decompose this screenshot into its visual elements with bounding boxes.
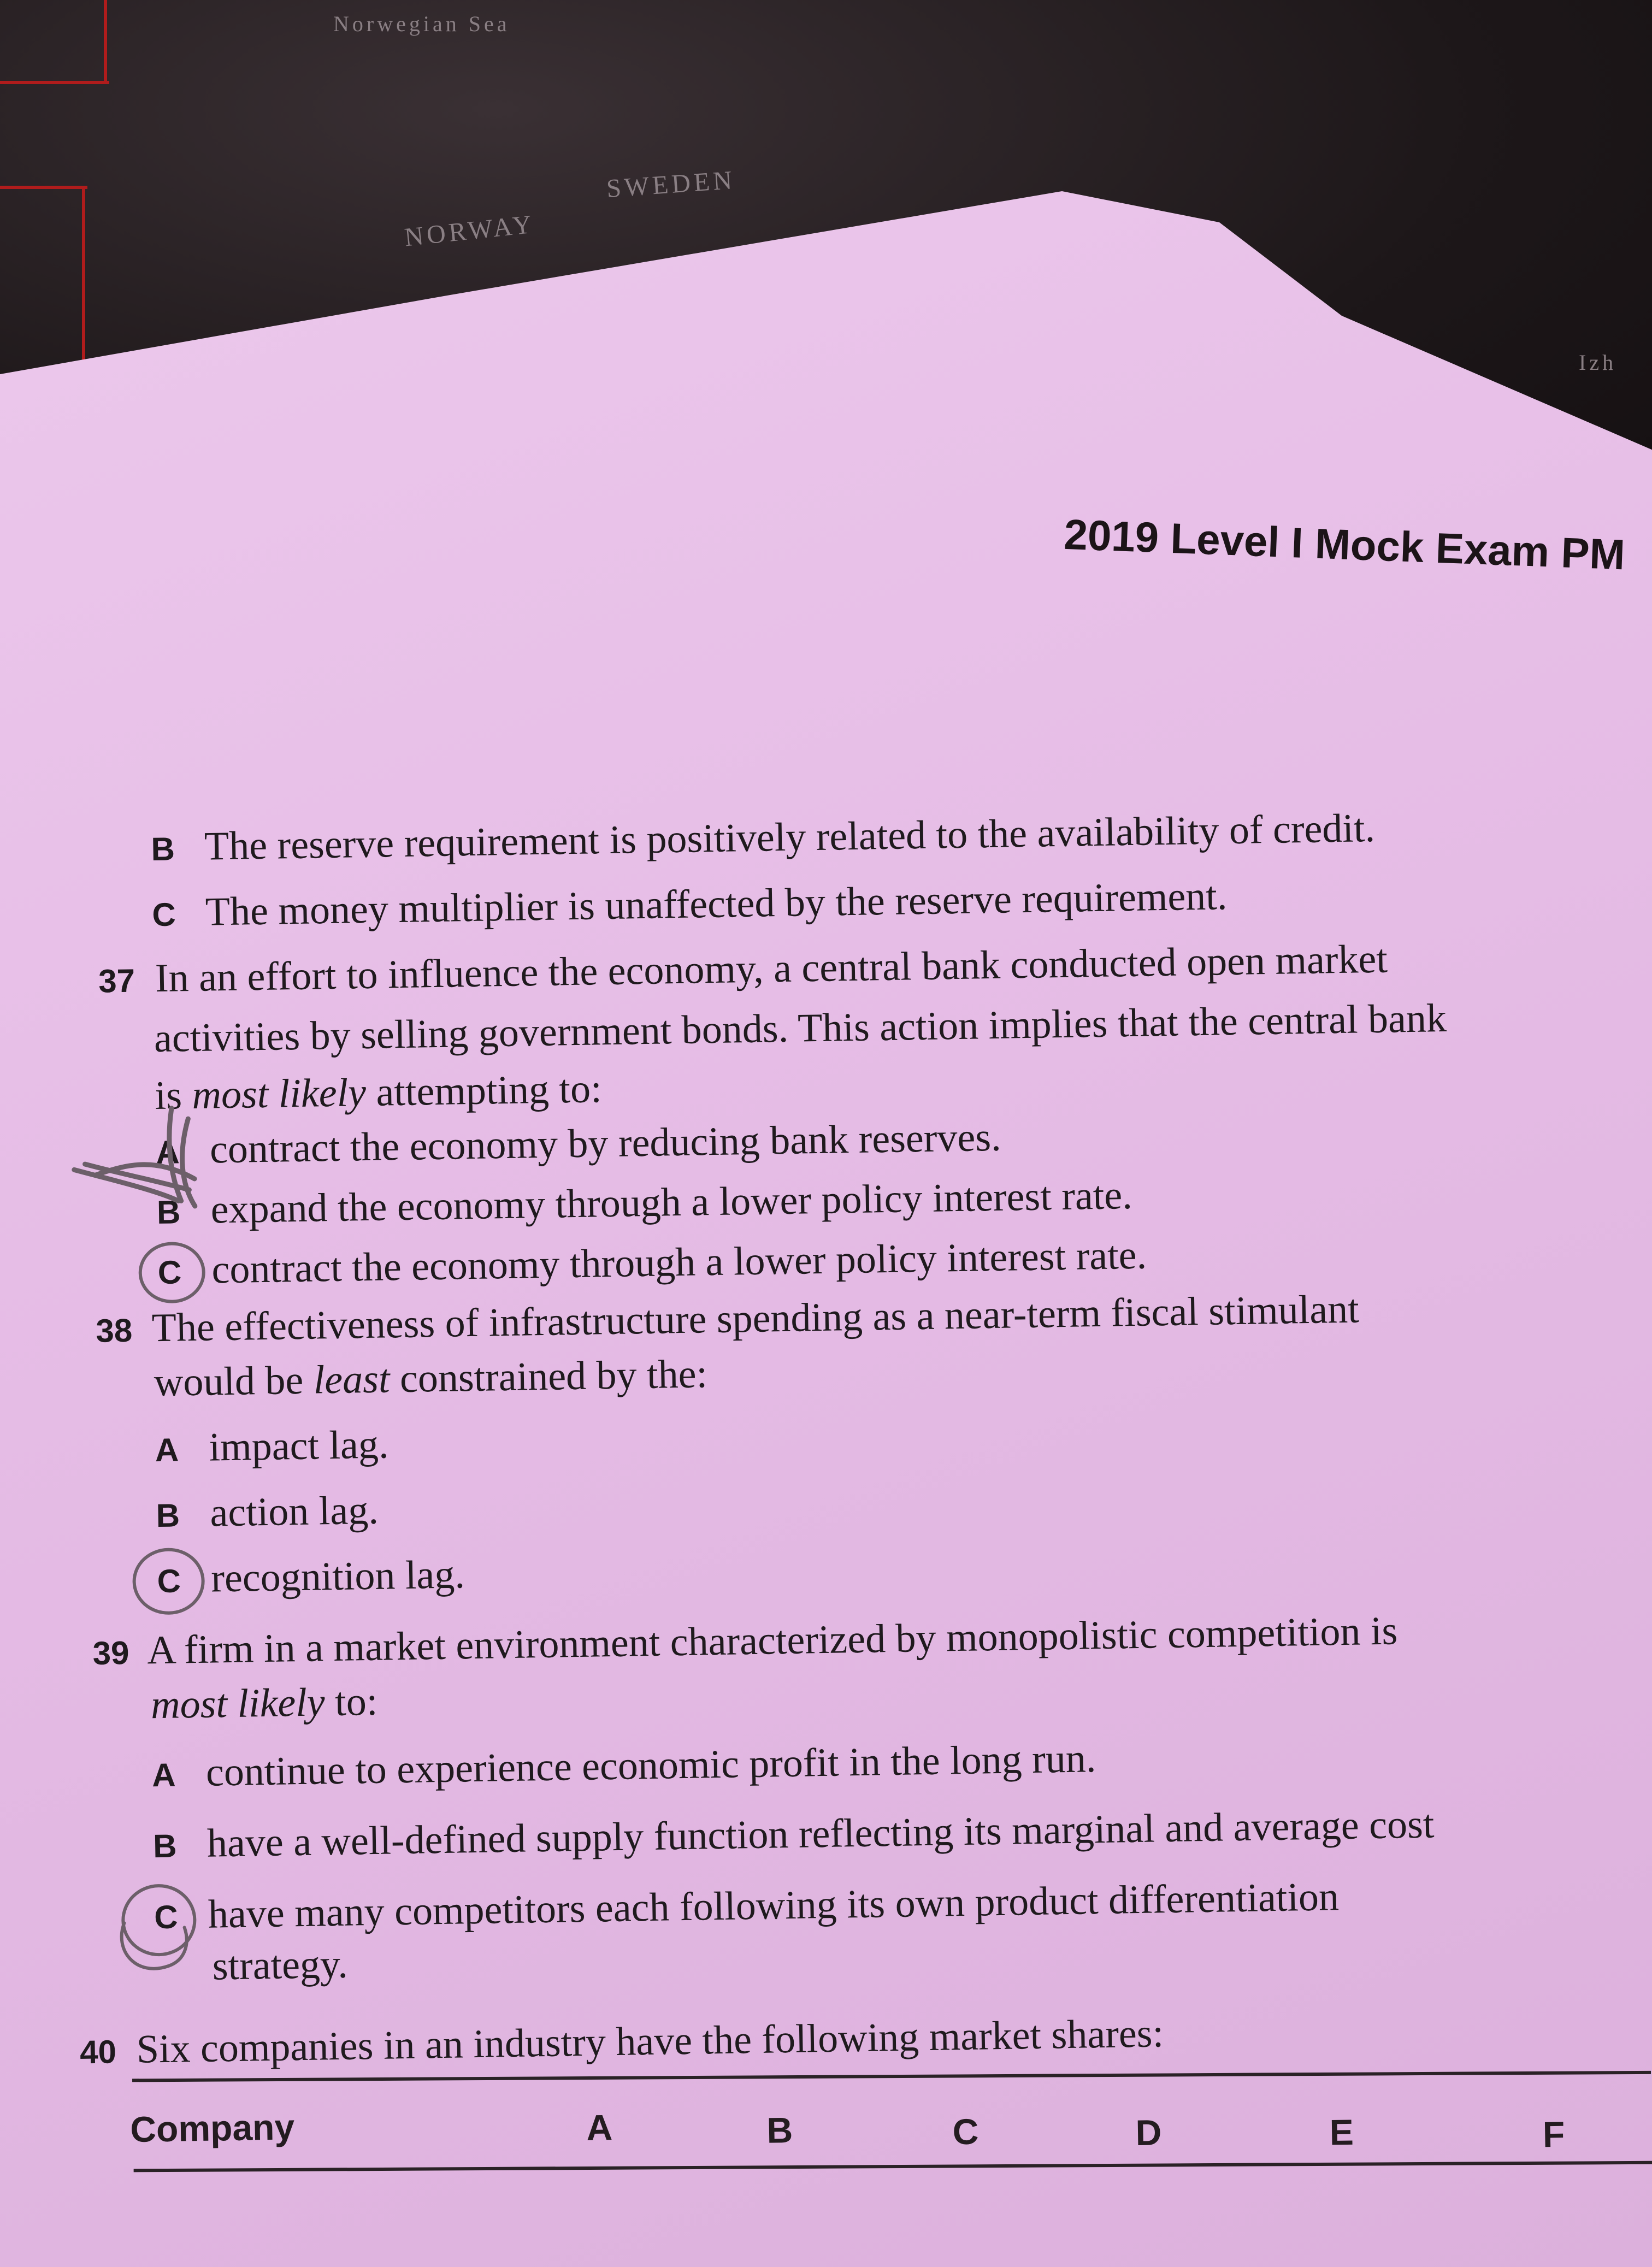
question-number: 37 [98,962,135,1000]
question-number: 38 [95,1312,133,1349]
stem-text: A firm in a market environment characterized by monopolistic competition is [146,1608,1398,1673]
q37-option-c [157,1232,1147,1294]
pen-scribble-mark [62,1096,239,1219]
stem-emphasis: most likely [150,1680,326,1728]
option-letter: B [152,1827,178,1865]
option-text: action lag. [209,1487,379,1536]
q39-option-a [151,1735,1096,1797]
question-number: 40 [79,2033,117,2071]
map-label-norway: NORWAY [403,209,536,252]
map-label-izh: Izh [1579,350,1617,375]
option-text: contract the economy by reducing bank reserves. [209,1114,1002,1172]
option-letter: A [151,1756,176,1794]
q38-stem-line-2 [154,1351,707,1406]
q37-stem-line-2 [154,995,1447,1062]
option-letter: A [155,1431,179,1469]
q37-option-b [156,1172,1132,1234]
q39-stem-line-1 [92,1608,1398,1675]
option-text: contract the economy through a lower policy interest rate. [211,1232,1147,1292]
answer-circle-q37 [138,1242,206,1304]
option-text: continue to experience economic profit in the long run. [205,1736,1096,1795]
table-header-b: B [766,2109,793,2151]
map-label-sea: Norwegian Sea [333,11,510,36]
option-text: recognition lag. [210,1552,465,1601]
table-header-company: Company [129,2106,295,2150]
q38-option-b [156,1487,379,1537]
stem-emphasis: least [313,1356,391,1403]
table-header-f: F [1542,2113,1565,2155]
q39-option-c-continued [212,1941,348,1990]
q39-option-c [154,1874,1340,1939]
stem-text: Six companies in an industry have the following market shares: [136,2011,1164,2072]
map-label-sweden: SWEDEN [605,165,736,204]
table-header-d: D [1135,2112,1162,2153]
pen-scribble-mark [108,1905,218,1983]
option-text: The reserve requirement is positively related to the availability of credit. [204,805,1376,869]
table-header-c: C [952,2111,979,2152]
stem-text: attempting to: [365,1066,603,1115]
table-header-e: E [1329,2111,1354,2153]
option-text: strategy. [212,1941,349,1989]
q38-stem-line-1 [96,1286,1360,1352]
stem-text: would be [154,1357,314,1406]
page-header-title: 2019 Level I Mock Exam PM [1063,510,1626,579]
q38-option-a [155,1421,389,1472]
stem-text: constrained by the: [389,1351,708,1402]
stem-text: activities by selling government bonds. This action implies that the central bank [154,995,1447,1061]
question-number: 39 [92,1634,129,1672]
stem-emphasis: most likely [191,1070,367,1118]
option-letter: C [154,1898,179,1936]
stem-text: to: [324,1679,378,1725]
option-text: impact lag. [208,1422,390,1470]
q40-stem [79,2010,1164,2074]
option-letter: B [156,1497,180,1534]
option-text: expand the economy through a lower policy interest rate. [210,1172,1133,1232]
q36-option-b [151,805,1376,871]
q39-stem-line-2 [151,1679,378,1729]
table-top-rule [132,2071,1651,2082]
stem-text: In an effort to influence the economy, a central bank conducted open market [155,936,1388,1001]
q37-stem-line-1 [98,936,1388,1003]
q36-option-c [152,873,1228,936]
answer-circle-q38 [132,1548,205,1615]
q37-option-a [156,1114,1002,1174]
option-letter: B [151,830,175,868]
q39-option-b [153,1801,1435,1868]
option-letter: C [151,896,176,934]
option-letter: C [157,1254,182,1291]
table-header-a: A [586,2107,613,2148]
stem-text: is [155,1072,193,1119]
table-header-rule [134,2161,1652,2172]
option-letter: A [155,1134,180,1171]
option-text: have many competitors each following its own product differentiation [208,1874,1340,1937]
stem-text: The effectiveness of infrastructure spending as a near-term fiscal stimulant [151,1286,1360,1351]
option-letter: C [157,1562,181,1600]
option-text: The money multiplier is unaffected by the reserve requirement. [205,873,1228,935]
option-letter: B [156,1194,181,1231]
option-text: have a well-defined supply function reflecting its marginal and average cost [206,1802,1435,1866]
